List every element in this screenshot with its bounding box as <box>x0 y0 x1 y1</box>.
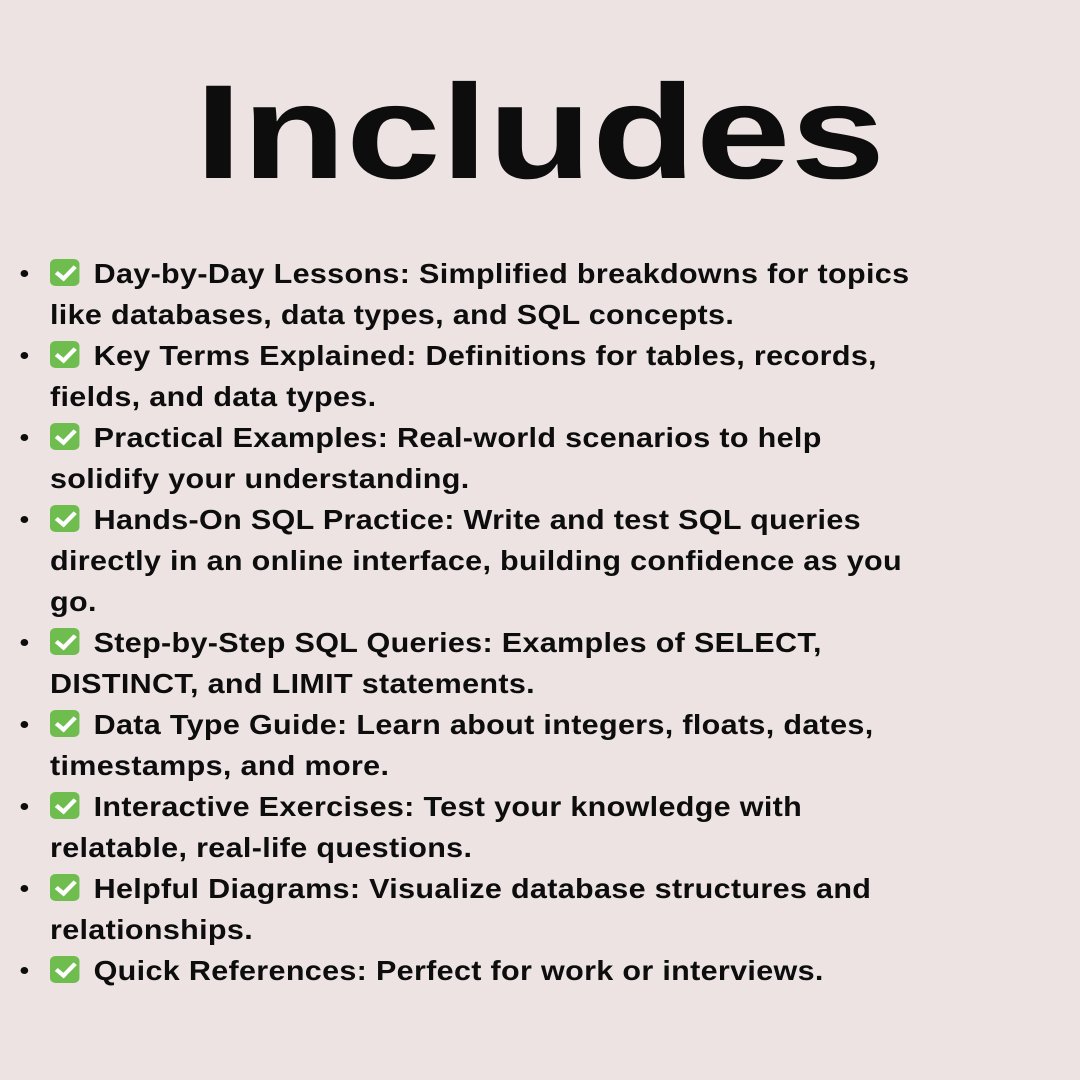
feature-list <box>50 253 1060 991</box>
bullet-dot-icon <box>21 885 29 892</box>
feature-item-interactive-exercises <box>50 786 1080 868</box>
feature-text: Hands-On SQL Practice: Write and test SQL queries <box>93 504 861 535</box>
check-mark-icon <box>50 874 79 901</box>
feature-item-data-type-guide <box>50 704 1080 786</box>
feature-text: Helpful Diagrams: Visualize database structures and <box>93 873 872 904</box>
feature-item-helpful-diagrams <box>50 868 1080 950</box>
bullet-dot-icon <box>21 516 29 523</box>
check-mark-icon <box>50 956 79 983</box>
check-mark-icon <box>50 710 79 737</box>
check-mark-icon <box>50 259 79 286</box>
feature-item-day-by-day-lessons <box>50 253 1080 335</box>
check-mark-icon <box>50 423 79 450</box>
feature-line <box>50 253 1080 294</box>
feature-line <box>50 704 1080 745</box>
bullet-dot-icon <box>21 803 29 810</box>
feature-line: like databases, data types, and SQL concepts. <box>50 299 735 330</box>
bullet-dot-icon <box>21 639 29 646</box>
feature-text: Interactive Exercises: Test your knowledge with <box>93 791 803 822</box>
feature-item-practical-examples <box>50 417 1080 499</box>
feature-item-quick-references <box>50 950 1080 991</box>
feature-text: Data Type Guide: Learn about integers, floats, dates, <box>93 709 874 740</box>
feature-line <box>50 335 1080 376</box>
feature-line: solidify your understanding. <box>50 463 470 494</box>
feature-line <box>50 622 1080 663</box>
feature-text: Step-by-Step SQL Queries: Examples of SELECT, <box>93 627 822 658</box>
feature-item-hands-on-sql-practice <box>50 499 1080 622</box>
bullet-dot-icon <box>21 270 29 277</box>
feature-item-key-terms-explained <box>50 335 1080 417</box>
check-mark-icon <box>50 792 79 819</box>
feature-text: Key Terms Explained: Definitions for tables, records, <box>93 340 877 371</box>
bullet-dot-icon <box>21 434 29 441</box>
page-title: Includes <box>194 58 886 207</box>
feature-line: timestamps, and more. <box>50 750 390 781</box>
bullet-dot-icon <box>21 721 29 728</box>
feature-line: relatable, real-life questions. <box>50 832 473 863</box>
feature-line: relationships. <box>50 914 254 945</box>
feature-line: DISTINCT, and LIMIT statements. <box>50 668 535 699</box>
check-mark-icon <box>50 341 79 368</box>
feature-item-step-by-step-sql-queries <box>50 622 1080 704</box>
feature-line: go. <box>50 586 97 617</box>
feature-text: Practical Examples: Real-world scenarios to help <box>93 422 822 453</box>
bullet-dot-icon <box>21 967 29 974</box>
bullet-dot-icon <box>21 352 29 359</box>
check-mark-icon <box>50 628 79 655</box>
feature-line <box>50 868 1080 909</box>
feature-line <box>50 417 1080 458</box>
check-mark-icon <box>50 505 79 532</box>
feature-line <box>50 499 1080 540</box>
feature-line: directly in an online interface, building confidence as you <box>50 545 902 576</box>
feature-line <box>50 950 1080 991</box>
feature-text: Quick References: Perfect for work or interviews. <box>93 955 824 986</box>
feature-line <box>50 786 1080 827</box>
feature-text: Day-by-Day Lessons: Simplified breakdowns for topics <box>93 258 910 289</box>
feature-line: fields, and data types. <box>50 381 377 412</box>
